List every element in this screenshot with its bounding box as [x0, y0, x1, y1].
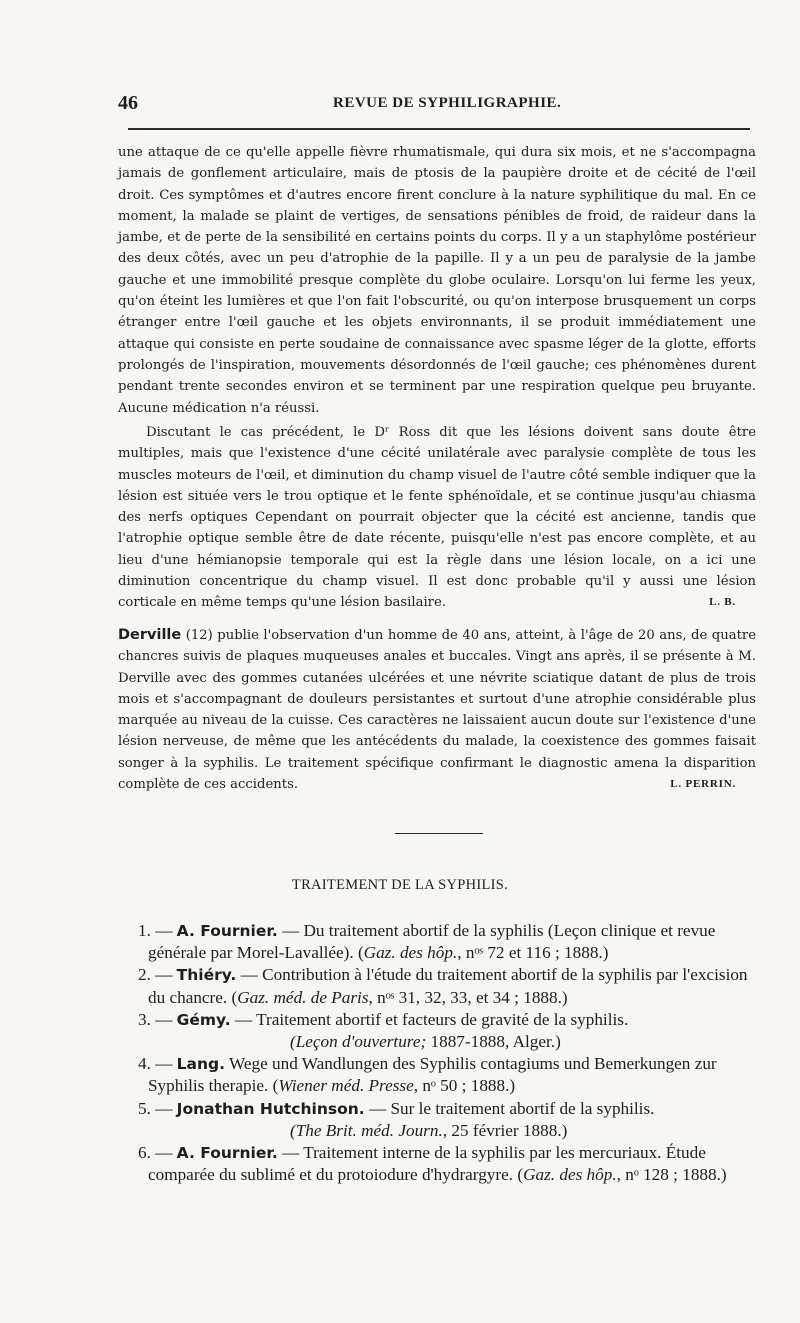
item-author: Jonathan Hutchinson. [176, 1099, 365, 1118]
discussion-text: Discutant le cas précédent, le Dʳ Ross dit que les lésions doivent sans doute être multiples, mais que l'existence d'une cécité unilatérale avec paralysie complète de tous les muscles moteurs de l'œil, et diminution du champ visuel de l'autre côté semble indiquer que la lésion est située vers le trou optique et le fente sphénoïdale, et se continue jusqu'au chiasma des nerfs optiques Cependant on pourrait objecter que la cécité est ancienne, tandis que l'atrophie optique semble être de date récente, puisqu'elle n'est pas encore complète, et au lieu d'une hémianopsie temporale qui est la règle dans une lésion locale, on a ici une diminution concentrique du champ visuel. Il est donc probable qu'il y aussi une lésion corticale en même temps qu'une lésion basilaire. [118, 425, 756, 611]
page-number: 46 [118, 92, 138, 114]
item-reference: Gaz. des hôp. [363, 943, 458, 963]
item-text: — Sur le traitement abortif de la syphilis. [364, 1098, 655, 1118]
item-number: 2. [138, 965, 151, 985]
item-author: Gémy. [176, 1010, 231, 1029]
item-continuation [148, 1120, 758, 1142]
item-text: — Traitement abortif et facteurs de gravité de la syphilis. [230, 1009, 629, 1029]
item-text: — Traitement interne de la syphilis par les mercuriaux. Étude comparée du sublimé et du protoiodure d'hydrargyre. ( [148, 1143, 706, 1185]
derville-text: (12) publie l'observation d'un homme de 40 ans, atteint, à l'âge de 20 ans, de quatre chancres suivis de plaques muqueuses anales et buccales. Vingt ans après, il se présente à M. Derville avec des gommes cutanées ulcérées et une névrite sciatique datant de plus de trois mois et s'accompagnant de douleurs persistantes et surtout d'une atrophie considérable plus marquée au niveau de la cuisse. Ces caractères ne laissaient aucun doute sur l'existence d'une lésion nerveuse, de même que les antécédents du malade, la coexistence des gommes faisait songer à la syphilis. Le traitement spécifique confirmant le diagnostic amena la disparition complète de ces accidents. [118, 628, 756, 793]
item-tail: , nᵒ 128 ; 1888.) [616, 1165, 727, 1185]
item-author: Lang. [176, 1055, 226, 1074]
item-number: 6. [138, 1143, 151, 1163]
item-continuation [148, 1031, 758, 1053]
header-rule [128, 128, 750, 130]
item-number: 5. [138, 1098, 151, 1118]
item-author: A. Fournier. [176, 1144, 278, 1163]
item-reference: Gaz. des hôp. [523, 1165, 617, 1185]
item-reference: Wiener méd. Presse [278, 1076, 414, 1096]
signature-lb: L. B. [709, 596, 736, 609]
section-divider [395, 833, 483, 834]
journal-title: REVUE DE SYPHILIGRAPHIE. [333, 95, 562, 111]
section-title: TRAITEMENT DE LA SYPHILIS. [291, 877, 509, 893]
item-number: 4. [138, 1054, 151, 1074]
item-text: — Du traitement abortif de la syphilis (Leçon clinique et revue générale par Morel-Lavallée). ( [148, 921, 716, 963]
item-tail: 1887-1888, Alger.) [426, 1032, 561, 1052]
bibliography-item: 3. — Gémy. — Traitement abortif et facteurs de gravité de la syphilis. (Leçon d'ouverture; 1887-1888, Alger.) [138, 1009, 758, 1053]
bibliography-item: 6. — A. Fournier. — Traitement interne de la syphilis par les mercuriaux. Étude comparée du sublimé et du protoiodure d'hydrargyre. (Gaz. des hôp., nᵒ 128 ; 1888.) [138, 1143, 727, 1185]
item-reference: Gaz. méd. de Paris [237, 987, 369, 1007]
paragraph-discussion [118, 422, 756, 614]
item-tail: , 25 février 1888.) [442, 1120, 568, 1140]
item-number: 3. [138, 1009, 151, 1029]
item-tail: , nᵒˢ 31, 32, 33, et 34 ; 1888.) [368, 987, 568, 1007]
bibliography-item: 2. — Thiéry. — Contribution à l'étude du traitement abortif de la syphilis par l'excision du chancre. (Gaz. méd. de Paris, nᵒˢ 31, 32, 33, et 34 ; 1888.) [138, 965, 748, 1007]
paragraph-derville [118, 625, 756, 795]
item-tail: , nᵒ 50 ; 1888.) [413, 1076, 516, 1096]
item-reference: (The Brit. méd. Journ. [290, 1120, 443, 1140]
bibliography-item: 1. — A. Fournier. — Du traitement abortif de la syphilis (Leçon clinique et revue générale par Morel-Lavallée). (Gaz. des hôp., nᵒˢ 72 et 116 ; 1888.) [138, 921, 716, 963]
item-tail: , nᵒˢ 72 et 116 ; 1888.) [457, 943, 609, 963]
bibliography-item: 5. — Jonathan Hutchinson. — Sur le traitement abortif de la syphilis. (The Brit. méd. Journ., 25 février 1888.) [138, 1098, 758, 1142]
item-text: — Contribution à l'étude du traitement abortif de la syphilis par l'excision du chancre. ( [148, 965, 748, 1007]
bibliography-list [138, 920, 758, 1186]
paragraph-case-description: une attaque de ce qu'elle appelle fièvre rhumatismale, qui dura six mois, et ne s'accompagna jamais de gonflement articulaire, mais de ptosis de la paupière droite et de cécité de l'œil droit. Ces symptômes et d'autres encore firent conclure à la nature syphilitique du mal. En ce moment, la malade se plaint de vertiges, de sensations pénibles de froid, de raideur dans la jambe, et de perte de la sensibilité en certains points du corps. Il y a un staphylôme postérieur des deux côtés, avec un peu d'atrophie de la papille. Il y a un peu de paralysie de la jambe gauche et une immobilité presque complète du globe oculaire. Lorsqu'on lui ferme les yeux, qu'on éteint les lumières et que l'on fait l'obscurité, ou qu'on interpose brusquement un corps étranger entre l'œil gauche et les objets environnants, il se produit immédiatement une attaque qui consiste en perte soudaine de connaissance avec spasme léger de la glotte, efforts prolongés de l'inspiration, mouvements désordonnés de l'œil gauche; ces phénomènes durent pendant trente secondes environ et se terminent par une respiration quelque peu bruyante. Aucune médication n'a réussi. [118, 145, 756, 416]
item-number: 1. [138, 921, 151, 940]
item-text: Wege und Wandlungen des Syphilis contagiums und Bemerkungen zur Syphilis therapie. ( [148, 1054, 717, 1096]
item-author: Thiéry. [176, 966, 237, 985]
author-derville: Derville [118, 627, 182, 643]
running-head [118, 92, 754, 116]
item-author: A. Fournier. [176, 922, 278, 940]
signature-perrin: L. PERRIN. [670, 778, 736, 791]
item-reference: (Leçon d'ouverture; [290, 1032, 427, 1052]
bibliography-item: 4. — Lang. Wege und Wandlungen des Syphilis contagiums und Bemerkungen zur Syphilis therapie. (Wiener méd. Presse, nᵒ 50 ; 1888.) [138, 1054, 717, 1096]
